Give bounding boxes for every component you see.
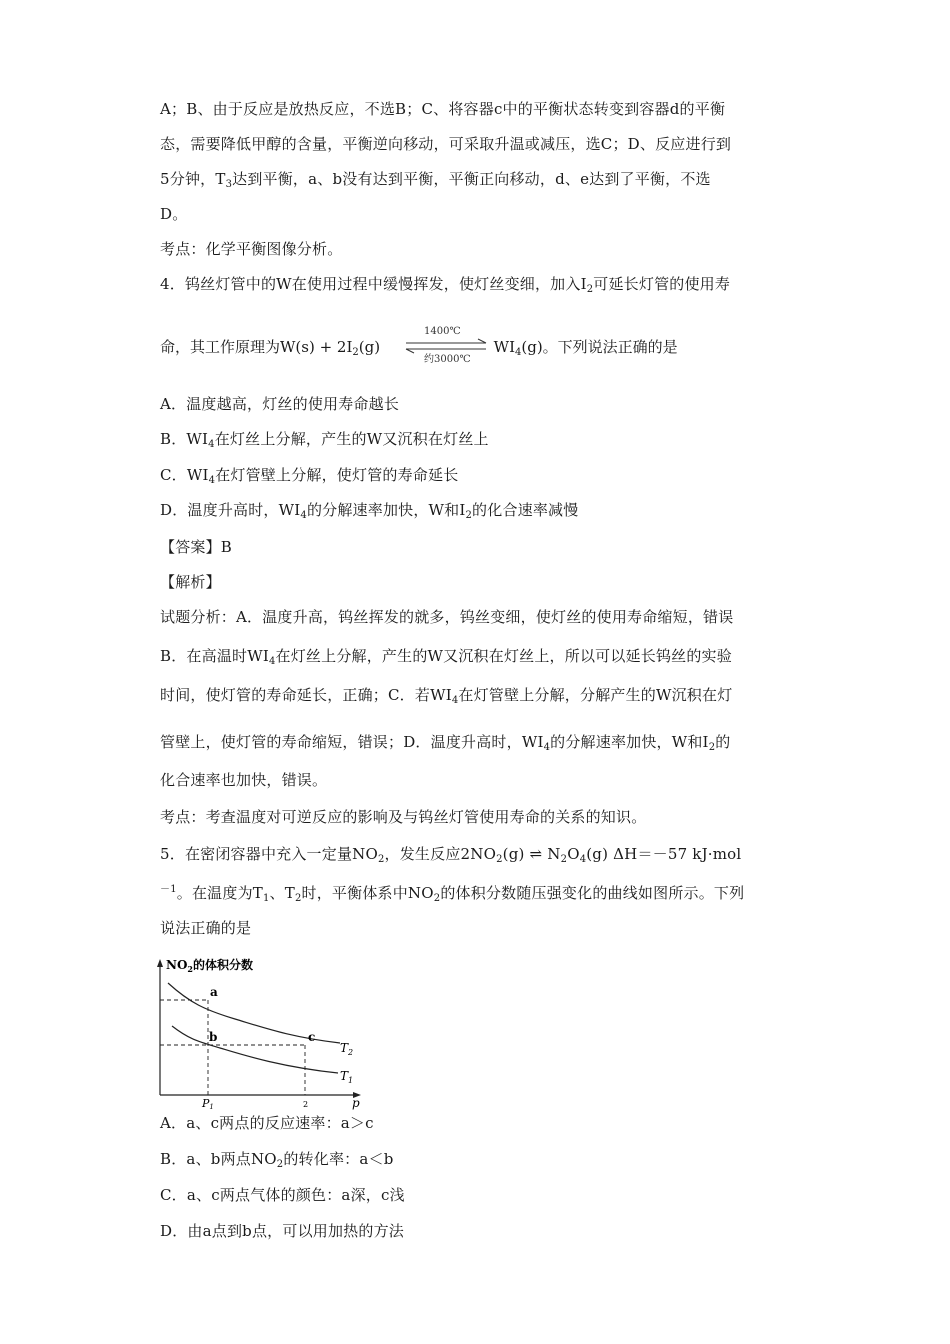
x-axis-label: p xyxy=(352,1096,360,1110)
answer-label: 【答案】B xyxy=(160,538,233,556)
text-line-3: 5分钟，$T_3$达到平衡，a、b没有达到平衡，平衡正向移动，d、e达到了平衡，不选 xyxy=(160,170,711,190)
question-5-stem-3: 说法正确的是 xyxy=(160,919,252,937)
analysis-line-3: 时间，使灯管的寿命延长，正确；C．若$WI_4$在灯管壁上分解，分解产生的W沉积在灯 xyxy=(160,686,733,706)
point-c-label: c xyxy=(308,1030,316,1044)
text-line-1: A；B、由于反应是放热反应，不选B；C、将容器c中的平衡状态转变到容器d的平衡 xyxy=(160,100,726,118)
option-4b: B．$WI_4$在灯丝上分解，产生的W又沉积在灯丝上 xyxy=(160,430,489,450)
option-5a: A．a、c两点的反应速率：a＞c xyxy=(160,1114,374,1132)
curve-t1-label: $T_1$ xyxy=(340,1069,354,1085)
option-4c: C．$WI_4$在灯管壁上分解，使灯管的寿命延长 xyxy=(160,466,459,486)
option-5d: D．由a点到b点，可以用加热的方法 xyxy=(160,1222,404,1240)
text-line-2: 态，需要降低甲醇的含量，平衡逆向移动，可采取升温或减压，选C；D、反应进行到 xyxy=(160,135,732,153)
option-4d: D．温度升高时，$WI_4$的分解速率加快，W和$I_2$的化合速率减慢 xyxy=(160,501,579,521)
analysis-line-5: 化合速率也加快，错误。 xyxy=(160,771,328,789)
kaodian-2: 考点：考查温度对可逆反应的影响及与钨丝灯管使用寿命的关系的知识。 xyxy=(160,808,647,826)
question-5-stem-1: 5．在密闭容器中充入一定量$NO_2$，发生反应$2NO_2(g)$ ⇌ $N_2O_4(g)$ ΔH＝－57 kJ·mol xyxy=(160,845,742,865)
tick-p1: P1 xyxy=(202,1097,214,1111)
question-4-stem: 4．钨丝灯管中的W在使用过程中缓慢挥发，使灯丝变细，加入$I_2$可延长灯管的使用寿 xyxy=(160,275,731,295)
analysis-line-1: 试题分析：A．温度升高，钨丝挥发的就多，钨丝变细，使灯丝的使用寿命缩短，错误 xyxy=(160,608,734,626)
question-4-equation: 命，其工作原理为$W(s) + 2I_2(g)$ $WI_4(g)$。下列说法正确的是 xyxy=(160,338,678,358)
option-4a: A．温度越高，灯丝的使用寿命越长 xyxy=(160,395,400,413)
tick-p2: 2 xyxy=(303,1100,309,1109)
analysis-label: 【解析】 xyxy=(160,573,221,591)
y-axis-label: $NO_2$的体积分数 xyxy=(166,958,254,974)
arrow-bottom-condition: 约3000℃ xyxy=(424,354,471,365)
analysis-line-4: 管壁上，使灯管的寿命缩短，错误；D．温度升高时，$WI_4$的分解速率加快，W和$I_2$的 xyxy=(160,733,731,753)
curve-t2-label: $T_2$ xyxy=(340,1041,354,1057)
point-a-label: a xyxy=(210,985,218,999)
reversible-arrow xyxy=(402,326,490,366)
kaodian-1: 考点：化学平衡图像分析。 xyxy=(160,240,343,258)
equilibrium-arrow-icon: ⇌ xyxy=(529,845,543,863)
no2-fraction-pressure-figure xyxy=(150,955,370,1111)
y-axis-arrow-icon xyxy=(157,959,163,967)
analysis-line-2: B．在高温时$WI_4$在灯丝上分解，产生的W又沉积在灯丝上，所以可以延长钨丝的实验 xyxy=(160,647,732,667)
option-5b: B．a、b两点$NO_2$的转化率：a＜b xyxy=(160,1150,394,1170)
arrow-top-condition: 1400℃ xyxy=(424,326,461,337)
option-5c: C．a、c两点气体的颜色：a深，c浅 xyxy=(160,1186,405,1204)
point-b-label: b xyxy=(209,1030,218,1044)
question-5-stem-2: $^{-1}$。在温度为$T_1$、$T_2$时，平衡体系中$NO_2$的体积分数随压强变化的曲线如图所示。下列 xyxy=(160,884,745,904)
text-line-4: D。 xyxy=(160,205,188,223)
